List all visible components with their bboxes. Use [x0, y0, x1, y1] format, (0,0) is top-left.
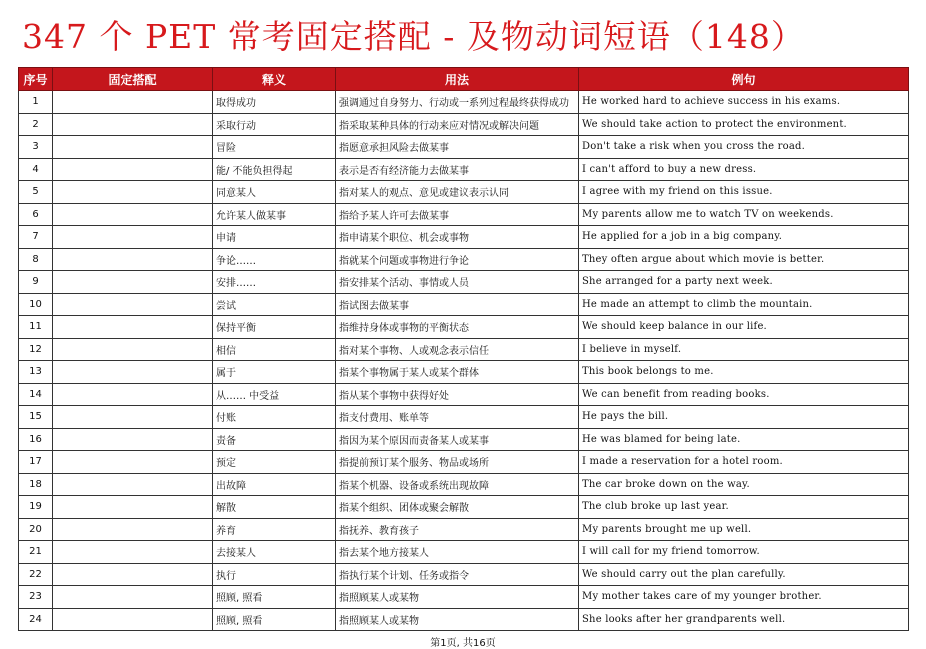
example-cell: We should keep balance in our life. — [579, 316, 909, 339]
example-cell: They often argue about which movie is better. — [579, 248, 909, 271]
row-number: 20 — [19, 518, 53, 541]
example-cell: Don't take a risk when you cross the road. — [579, 136, 909, 159]
table-row — [19, 586, 909, 609]
phrase-cell — [53, 518, 213, 541]
table-row — [19, 496, 909, 519]
phrase-cell — [53, 271, 213, 294]
usage-cell: 指愿意承担风险去做某事 — [336, 136, 579, 159]
usage-cell: 指支付费用、账单等 — [336, 406, 579, 429]
usage-cell: 指给予某人许可去做某事 — [336, 203, 579, 226]
usage-cell: 表示是否有经济能力去做某事 — [336, 158, 579, 181]
row-number: 6 — [19, 203, 53, 226]
table-row — [19, 383, 909, 406]
row-number: 22 — [19, 563, 53, 586]
phrase-cell — [53, 496, 213, 519]
phrase-cell — [53, 451, 213, 474]
row-number: 21 — [19, 541, 53, 564]
meaning-cell: 同意某人 — [213, 181, 336, 204]
example-cell: We should carry out the plan carefully. — [579, 563, 909, 586]
phrase-cell — [53, 563, 213, 586]
phrase-cell — [53, 248, 213, 271]
meaning-cell: 照顾, 照看 — [213, 586, 336, 609]
usage-cell: 指提前预订某个服务、物品或场所 — [336, 451, 579, 474]
table-row — [19, 158, 909, 181]
row-number: 24 — [19, 608, 53, 631]
phrase-cell — [53, 113, 213, 136]
usage-cell: 指试图去做某事 — [336, 293, 579, 316]
table-row — [19, 473, 909, 496]
table-row — [19, 181, 909, 204]
table-row — [19, 338, 909, 361]
meaning-cell: 属于 — [213, 361, 336, 384]
usage-cell: 指对某人的观点、意见或建议表示认同 — [336, 181, 579, 204]
phrase-cell — [53, 91, 213, 114]
phrase-cell — [53, 473, 213, 496]
phrase-cell — [53, 608, 213, 631]
usage-cell: 强调通过自身努力、行动或一系列过程最终获得成功 — [336, 91, 579, 114]
usage-cell: 指去某个地方接某人 — [336, 541, 579, 564]
column-header-example: 例句 — [579, 68, 909, 91]
example-cell: I believe in myself. — [579, 338, 909, 361]
example-cell: She arranged for a party next week. — [579, 271, 909, 294]
meaning-cell: 责备 — [213, 428, 336, 451]
usage-cell: 指从某个事物中获得好处 — [336, 383, 579, 406]
meaning-cell: 保持平衡 — [213, 316, 336, 339]
table-row — [19, 248, 909, 271]
table-row — [19, 293, 909, 316]
usage-cell: 指安排某个活动、事情或人员 — [336, 271, 579, 294]
usage-cell: 指采取某种具体的行动来应对情况或解决问题 — [336, 113, 579, 136]
table-body — [19, 91, 909, 631]
example-cell: He was blamed for being late. — [579, 428, 909, 451]
table-row — [19, 451, 909, 474]
meaning-cell: 养育 — [213, 518, 336, 541]
column-header-phrase: 固定搭配 — [53, 68, 213, 91]
row-number: 10 — [19, 293, 53, 316]
table-row — [19, 608, 909, 631]
phrase-cell — [53, 406, 213, 429]
example-cell: The car broke down on the way. — [579, 473, 909, 496]
meaning-cell: 冒险 — [213, 136, 336, 159]
row-number: 19 — [19, 496, 53, 519]
table-row — [19, 428, 909, 451]
example-cell: This book belongs to me. — [579, 361, 909, 384]
usage-cell: 指维持身体或事物的平衡状态 — [336, 316, 579, 339]
table-row — [19, 271, 909, 294]
example-cell: He worked hard to achieve success in his exams. — [579, 91, 909, 114]
row-number: 11 — [19, 316, 53, 339]
usage-cell: 指抚养、教育孩子 — [336, 518, 579, 541]
example-cell: He made an attempt to climb the mountain. — [579, 293, 909, 316]
row-number: 2 — [19, 113, 53, 136]
table-row — [19, 113, 909, 136]
row-number: 9 — [19, 271, 53, 294]
meaning-cell: 尝试 — [213, 293, 336, 316]
table-row — [19, 518, 909, 541]
example-cell: My parents allow me to watch TV on weekends. — [579, 203, 909, 226]
row-number: 15 — [19, 406, 53, 429]
example-cell: I made a reservation for a hotel room. — [579, 451, 909, 474]
usage-cell: 指照顾某人或某物 — [336, 608, 579, 631]
table-row — [19, 541, 909, 564]
table-row — [19, 136, 909, 159]
phrase-cell — [53, 293, 213, 316]
phrase-cell — [53, 203, 213, 226]
meaning-cell: 照顾, 照看 — [213, 608, 336, 631]
usage-cell: 指执行某个计划、任务或指令 — [336, 563, 579, 586]
example-cell: I can't afford to buy a new dress. — [579, 158, 909, 181]
example-cell: I will call for my friend tomorrow. — [579, 541, 909, 564]
example-cell: We should take action to protect the environment. — [579, 113, 909, 136]
phrase-cell — [53, 361, 213, 384]
meaning-cell: 解散 — [213, 496, 336, 519]
phrase-cell — [53, 316, 213, 339]
meaning-cell: 取得成功 — [213, 91, 336, 114]
phrase-cell — [53, 383, 213, 406]
meaning-cell: 申请 — [213, 226, 336, 249]
phrase-cell — [53, 541, 213, 564]
meaning-cell: 预定 — [213, 451, 336, 474]
usage-cell: 指照顾某人或某物 — [336, 586, 579, 609]
meaning-cell: 允许某人做某事 — [213, 203, 336, 226]
table-row — [19, 226, 909, 249]
row-number: 7 — [19, 226, 53, 249]
column-header-usage: 用法 — [336, 68, 579, 91]
phrase-cell — [53, 338, 213, 361]
row-number: 17 — [19, 451, 53, 474]
meaning-cell: 付账 — [213, 406, 336, 429]
row-number: 13 — [19, 361, 53, 384]
column-header-meaning: 释义 — [213, 68, 336, 91]
usage-cell: 指因为某个原因而责备某人或某事 — [336, 428, 579, 451]
table-row — [19, 406, 909, 429]
page-title: 347 个 PET 常考固定搭配 - 及物动词短语（148） — [22, 17, 805, 56]
row-number: 16 — [19, 428, 53, 451]
example-cell: The club broke up last year. — [579, 496, 909, 519]
example-cell: She looks after her grandparents well. — [579, 608, 909, 631]
row-number: 18 — [19, 473, 53, 496]
example-cell: My parents brought me up well. — [579, 518, 909, 541]
usage-cell: 指某个事物属于某人或某个群体 — [336, 361, 579, 384]
usage-cell: 指就某个问题或事物进行争论 — [336, 248, 579, 271]
example-cell: We can benefit from reading books. — [579, 383, 909, 406]
usage-cell: 指某个组织、团体或聚会解散 — [336, 496, 579, 519]
row-number: 4 — [19, 158, 53, 181]
usage-cell: 指对某个事物、人或观念表示信任 — [336, 338, 579, 361]
example-cell: My mother takes care of my younger brother. — [579, 586, 909, 609]
meaning-cell: 安排…… — [213, 271, 336, 294]
table-header-row — [19, 68, 909, 91]
table-row — [19, 563, 909, 586]
table-row — [19, 91, 909, 114]
table-row — [19, 203, 909, 226]
row-number: 14 — [19, 383, 53, 406]
phrase-cell — [53, 586, 213, 609]
table-row — [19, 361, 909, 384]
meaning-cell: 相信 — [213, 338, 336, 361]
row-number: 12 — [19, 338, 53, 361]
meaning-cell: 出故障 — [213, 473, 336, 496]
phrase-cell — [53, 158, 213, 181]
phrase-table — [18, 67, 909, 631]
example-cell: I agree with my friend on this issue. — [579, 181, 909, 204]
meaning-cell: 能/ 不能负担得起 — [213, 158, 336, 181]
phrase-cell — [53, 136, 213, 159]
row-number: 5 — [19, 181, 53, 204]
column-header-number: 序号 — [19, 68, 53, 91]
example-cell: He pays the bill. — [579, 406, 909, 429]
phrase-cell — [53, 428, 213, 451]
row-number: 3 — [19, 136, 53, 159]
page-footer: 第1页, 共16页 — [430, 638, 496, 649]
row-number: 1 — [19, 91, 53, 114]
meaning-cell: 采取行动 — [213, 113, 336, 136]
meaning-cell: 去接某人 — [213, 541, 336, 564]
row-number: 23 — [19, 586, 53, 609]
phrase-cell — [53, 226, 213, 249]
meaning-cell: 争论…… — [213, 248, 336, 271]
meaning-cell: 执行 — [213, 563, 336, 586]
phrase-cell — [53, 181, 213, 204]
usage-cell: 指某个机器、设备或系统出现故障 — [336, 473, 579, 496]
example-cell: He applied for a job in a big company. — [579, 226, 909, 249]
row-number: 8 — [19, 248, 53, 271]
table-row — [19, 316, 909, 339]
meaning-cell: 从…… 中受益 — [213, 383, 336, 406]
usage-cell: 指申请某个职位、机会或事物 — [336, 226, 579, 249]
